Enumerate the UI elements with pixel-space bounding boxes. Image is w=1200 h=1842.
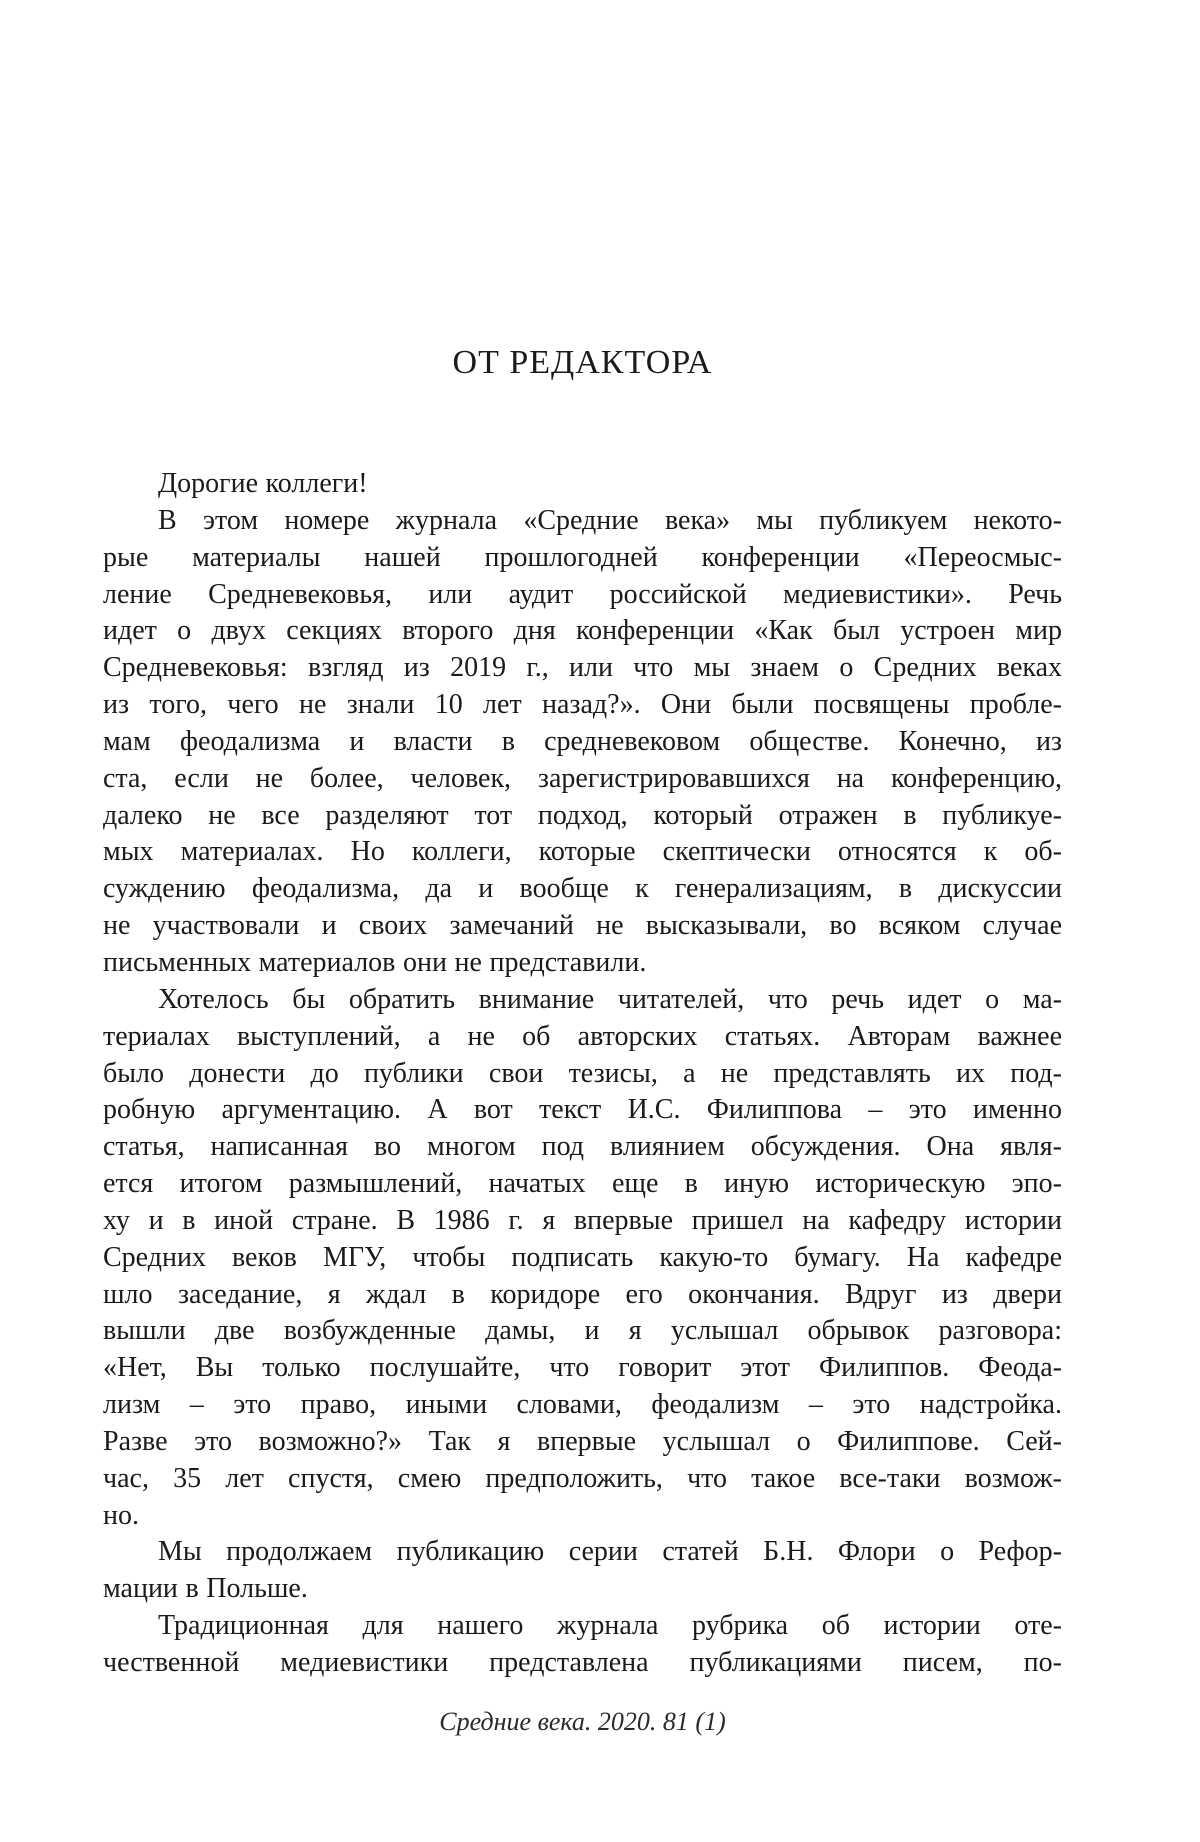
- paragraph: [103, 1608, 1062, 1682]
- document-body: [103, 466, 1062, 1682]
- journal-footer: Средние века. 2020. 81 (1): [439, 1707, 726, 1736]
- text-line: рые материалы нашей прошлогодней конференции «Переосмыс-: [103, 541, 1062, 573]
- text-line: лизм – это право, иными словами, феодализм – это надстройка.: [103, 1389, 1062, 1421]
- text-line: В этом номере журнала «Средние века» мы публикуем некото-: [158, 504, 1062, 536]
- text-line: териалах выступлений, а не об авторских статьях. Авторам важнее: [103, 1020, 1062, 1052]
- text-line: «Нет, Вы только послушайте, что говорит этот Филиппов. Феода-: [103, 1352, 1062, 1384]
- text-line: письменных материалов они не представили.: [103, 946, 647, 978]
- text-line: суждению феодализма, да и вообще к генерализациям, в дискуссии: [103, 873, 1062, 905]
- text-line: статья, написанная во многом под влиянием обсуждения. Она явля-: [103, 1131, 1062, 1163]
- text-line: мам феодализма и власти в средневековом обществе. Конечно, из: [103, 725, 1062, 757]
- text-line: Средневековья: взгляд из 2019 г., или что мы знаем о Средних веках: [103, 652, 1062, 684]
- text-line: Хотелось бы обратить внимание читателей, что речь идет о ма-: [158, 983, 1062, 1015]
- paragraph: [103, 466, 1062, 503]
- paragraph: [103, 503, 1062, 982]
- text-line: Разве это возможно?» Так я впервые услышал о Филиппове. Сей-: [103, 1425, 1062, 1457]
- text-line: робную аргументацию. А вот текст И.С. Филиппова – это именно: [103, 1094, 1062, 1126]
- text-line: ется итогом размышлений, начатых еще в иную историческую эпо-: [103, 1168, 1062, 1200]
- text-line: час, 35 лет спустя, смею предположить, что такое все-таки возмож-: [103, 1462, 1062, 1494]
- paragraph: [103, 982, 1062, 1535]
- text-line: мации в Польше.: [103, 1573, 308, 1605]
- text-line: ста, если не более, человек, зарегистрировавшихся на конференцию,: [103, 762, 1062, 794]
- text-line: но.: [103, 1499, 139, 1531]
- text-line: Традиционная для нашего журнала рубрика об истории оте-: [158, 1610, 1062, 1642]
- text-line: шло заседание, я ждал в коридоре его окончания. Вдруг из двери: [103, 1278, 1062, 1310]
- text-line: вышли две возбужденные дамы, и я услышал обрывок разговора:: [103, 1315, 1062, 1347]
- text-line: из того, чего не знали 10 лет назад?». Они были посвящены пробле-: [103, 689, 1062, 721]
- text-line: Мы продолжаем публикацию серии статей Б.Н. Флори о Рефор-: [158, 1536, 1062, 1568]
- text-line: чественной медиевистики представлена публикациями писем, по-: [103, 1647, 1062, 1678]
- text-line: ху и в иной стране. В 1986 г. я впервые пришел на кафедру истории: [103, 1204, 1062, 1236]
- page-title: ОТ РЕДАКТОРА: [452, 344, 713, 381]
- paragraph: [103, 1534, 1062, 1608]
- text-line: не участвовали и своих замечаний не высказывали, во всяком случае: [103, 910, 1062, 942]
- text-line: было донести до публики свои тезисы, а не представлять их под-: [103, 1057, 1062, 1089]
- text-line: идет о двух секциях второго дня конференции «Как был устроен мир: [103, 615, 1062, 647]
- text-line: ление Средневековья, или аудит российской медиевистики». Речь: [103, 578, 1062, 610]
- text-line: Средних веков МГУ, чтобы подписать какую-то бумагу. На кафедре: [103, 1241, 1062, 1273]
- text-line: мых материалах. Но коллеги, которые скептически относятся к об-: [103, 836, 1062, 868]
- text-line: далеко не все разделяют тот подход, который отражен в публикуе-: [103, 799, 1062, 831]
- text-line: Дорогие коллеги!: [158, 468, 368, 499]
